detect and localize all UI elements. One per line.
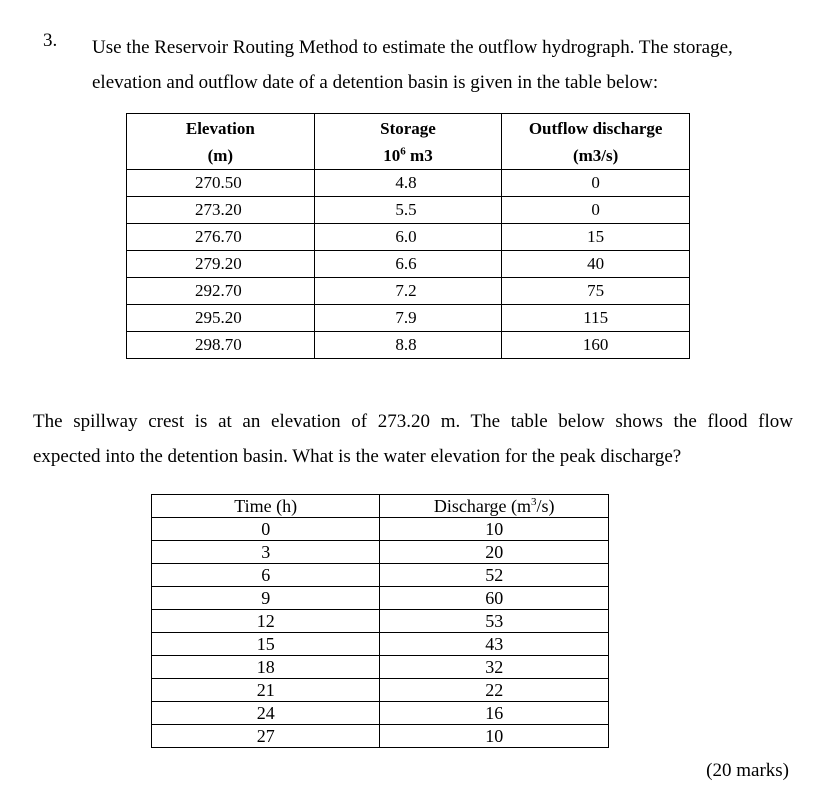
storage-cell: 8.8 xyxy=(314,332,502,359)
time-cell: 27 xyxy=(152,725,380,748)
body-line-1: The spillway crest is at an elevation of 273.20 m. The table below shows the flood flow xyxy=(33,411,793,432)
table-header-row xyxy=(127,114,690,170)
time-cell: 12 xyxy=(152,610,380,633)
table-row xyxy=(127,332,690,359)
discharge-cell: 53 xyxy=(380,610,609,633)
elevation-cell: 292.70 xyxy=(127,278,315,305)
discharge-cell: 32 xyxy=(380,656,609,679)
time-cell: 6 xyxy=(152,564,380,587)
table-row xyxy=(127,224,690,251)
table-row xyxy=(127,278,690,305)
table-row xyxy=(127,170,690,197)
table-row xyxy=(152,702,609,725)
time-cell: 18 xyxy=(152,656,380,679)
outflow-cell: 0 xyxy=(502,170,690,197)
discharge-cell: 52 xyxy=(380,564,609,587)
discharge-cell: 10 xyxy=(380,518,609,541)
table-header-row xyxy=(152,495,609,518)
table-row xyxy=(152,725,609,748)
table-row xyxy=(152,610,609,633)
time-cell: 15 xyxy=(152,633,380,656)
time-cell: 9 xyxy=(152,587,380,610)
body-line-2: expected into the detention basin. What is the water elevation for the peak discharge? xyxy=(33,446,682,467)
elevation-cell: 298.70 xyxy=(127,332,315,359)
storage-cell: 5.5 xyxy=(314,197,502,224)
storage-cell: 4.8 xyxy=(314,170,502,197)
outflow-cell: 0 xyxy=(502,197,690,224)
elevation-cell: 279.20 xyxy=(127,251,315,278)
outflow-cell: 40 xyxy=(502,251,690,278)
time-cell: 21 xyxy=(152,679,380,702)
storage-cell: 7.9 xyxy=(314,305,502,332)
outflow-cell: 115 xyxy=(502,305,690,332)
intro-line-1: Use the Reservoir Routing Method to estimate the outflow hydrograph. The storage, xyxy=(92,37,733,58)
elevation-cell: 270.50 xyxy=(127,170,315,197)
time-cell: 24 xyxy=(152,702,380,725)
discharge-cell: 20 xyxy=(380,541,609,564)
elevation-cell: 273.20 xyxy=(127,197,315,224)
outflow-cell: 160 xyxy=(502,332,690,359)
header-discharge: Discharge $(m^3/s)$ xyxy=(380,495,609,518)
question-intro xyxy=(92,30,802,100)
inflow-hydrograph-table xyxy=(151,494,609,748)
discharge-cell: 60 xyxy=(380,587,609,610)
discharge-cell: 22 xyxy=(380,679,609,702)
discharge-cell: 16 xyxy=(380,702,609,725)
marks-label: (20 marks) xyxy=(706,760,789,781)
table-row xyxy=(152,541,609,564)
storage-cell: 7.2 xyxy=(314,278,502,305)
time-cell: 3 xyxy=(152,541,380,564)
outflow-cell: 75 xyxy=(502,278,690,305)
table-row xyxy=(127,305,690,332)
header-elevation: Elevation (m) xyxy=(127,114,315,170)
question-body xyxy=(33,404,793,474)
intro-line-2: elevation and outflow date of a detention basin is given in the table below: xyxy=(92,72,659,93)
table-row xyxy=(152,564,609,587)
header-time: Time (h) xyxy=(152,495,380,518)
discharge-cell: 10 xyxy=(380,725,609,748)
elevation-cell: 295.20 xyxy=(127,305,315,332)
elevation-storage-outflow-table xyxy=(126,113,690,359)
header-outflow-discharge: Outflow discharge (m3/s) xyxy=(502,114,690,170)
table-row xyxy=(152,518,609,541)
elevation-cell: 276.70 xyxy=(127,224,315,251)
table-row xyxy=(152,656,609,679)
table-row xyxy=(127,197,690,224)
storage-cell: 6.0 xyxy=(314,224,502,251)
discharge-cell: 43 xyxy=(380,633,609,656)
header-storage: Storage $10^6$ m3 xyxy=(314,114,502,170)
table-row xyxy=(127,251,690,278)
outflow-cell: 15 xyxy=(502,224,690,251)
time-cell: 0 xyxy=(152,518,380,541)
storage-cell: 6.6 xyxy=(314,251,502,278)
question-number: 3. xyxy=(43,30,58,51)
table-row xyxy=(152,633,609,656)
table-row xyxy=(152,587,609,610)
table-row xyxy=(152,679,609,702)
